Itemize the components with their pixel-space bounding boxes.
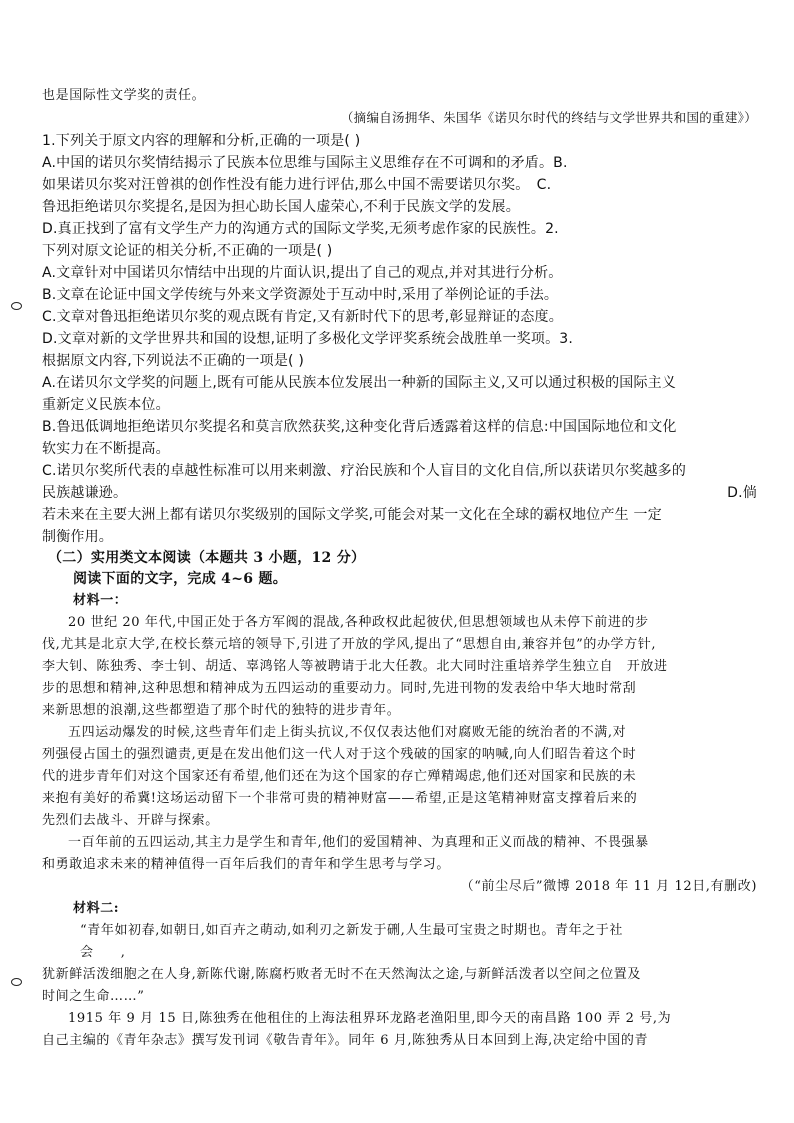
material-1-paragraph: 20 世纪 20 年代,中国正处于各方军阀的混战,各种政权此起彼伏,但思想领域也从未停下前进的步 — [68, 615, 649, 630]
question-3-option: 重新定义民族本位。 — [42, 397, 170, 413]
material-1-paragraph: 先烈们去战斗、开辟与探索。 — [42, 813, 219, 828]
material-1-paragraph: 伐,尤其是北京大学,在校长蔡元培的领导下,引进了开放的学风,提出了“思想自由,兼容并包”的办学方针, — [42, 637, 657, 652]
question-1-stem: 1.下列关于原文内容的理解和分析,正确的一项是( ) — [42, 133, 361, 149]
question-1-option: A.中国的诺贝尔奖情结揭示了民族本位思维与国际主义思维存在不可调和的矛盾。B. — [42, 155, 568, 171]
material-1-paragraph: 来新思想的浪潮,这些都塑造了那个时代的独特的进步青年。 — [42, 703, 401, 718]
question-3-option: 软实力在不断提高。 — [42, 441, 170, 457]
material-2-paragraph: 犹新鲜活泼细胞之在人身,新陈代谢,陈腐朽败者无时不在天然淘汰之途,与新鲜活泼者以空间之位置及 — [42, 967, 641, 982]
material-1-paragraph: 列强侵占国土的强烈谴责,更是在发出他们这一代人对于这个残破的国家的呐喊,向人们昭告着这个时 — [42, 747, 637, 762]
question-3-option: 民族越谦逊。 — [42, 485, 128, 501]
material-2-paragraph: “青年如初春,如朝日,如百卉之萌动,如利刃之新发于硎,人生最可宝贵之时期也。青年之于社 — [80, 923, 623, 938]
question-2-stem: 下列对原文论证的相关分析,不正确的一项是( ) — [42, 243, 333, 259]
material-1-label: 材料一： — [73, 593, 128, 608]
material-2-paragraph: 自己主编的《青年杂志》撰写发刊词《敬告青年》。同年 6 月,陈独秀从日本回到上海,决定给中国的青 — [42, 1033, 649, 1048]
question-2-option: D.文章对新的文学世界共和国的设想,证明了多极化文学评奖系统会战胜单一奖项。3. — [42, 331, 574, 347]
material-1-paragraph: 五四运动爆发的时候,这些青年们走上街头抗议,不仅仅表达他们对腐败无能的统治者的不满,对 — [68, 725, 627, 740]
question-3-option: B.鲁迅低调地拒绝诺贝尔奖提名和莫言欣然获奖,这种变化背后透露着这样的信息:中国国际地位和文化 — [42, 419, 677, 435]
question-3-option: 若未来在主要大洲上都有诺贝尔奖级别的国际文学奖,可能会对某一文化在全球的霸权地位产生 一定 — [42, 507, 662, 523]
material-2-paragraph: 时间之生命……” — [42, 989, 145, 1004]
question-3-option: C.诺贝尔奖所代表的卓越性标准可以用来刺激、疗治民族和个人盲目的文化自信,所以获诺贝尔奖越多的 — [42, 463, 687, 479]
material-1-paragraph: 代的进步青年们对这个国家还有希望,他们还在为这个国家的存亡殚精竭虑,他们还对国家和民族的未 — [42, 769, 637, 784]
material-1-paragraph: 和勇敢追求未来的精神值得一百年后我们的青年和学生思考与学习。 — [42, 857, 451, 872]
question-3-option: D.倘 — [727, 485, 757, 501]
section-heading: （二）实用类文本阅读（本题共 3 小题，12 分） — [48, 550, 366, 566]
question-2-option: C.文章对鲁迅拒绝诺贝尔奖的观点既有肯定,又有新时代下的思考,彰显辩证的态度。 — [42, 309, 563, 325]
material-1-paragraph: 一百年前的五四运动,其主力是学生和青年,他们的爱国精神、为真理和正义而战的精神、不畏强暴 — [68, 835, 649, 850]
binding-hole-icon — [11, 978, 22, 986]
source-text-line: 也是国际性文学奖的责任。 — [42, 88, 206, 103]
question-3-option: A.在诺贝尔文学奖的问题上,既有可能从民族本位发展出一种新的国际主义,又可以通过积极的国际主义 — [42, 375, 677, 391]
section-instruction: 阅读下面的文字，完成 4~6 题。 — [73, 571, 288, 587]
binding-hole-icon — [11, 302, 22, 310]
question-2-option: B.文章在论证中国文学传统与外来文学资源处于互动中时,采用了举例论证的手法。 — [42, 287, 559, 303]
question-1-option: 鲁迅拒绝诺贝尔奖提名,是因为担心助长国人虚荣心,不利于民族文学的发展。 — [42, 199, 520, 215]
question-3-option: 制衡作用。 — [42, 529, 113, 545]
question-2-option: A.文章针对中国诺贝尔情结中出现的片面认识,提出了自己的观点,并对其进行分析。 — [42, 265, 563, 281]
material-1-paragraph: 李大钊、陈独秀、李士钊、胡适、辜鸿铭人等被聘请于北大任教。北大同时注重培养学生独立自 开放进 — [42, 659, 668, 674]
question-1-option: 如果诺贝尔奖对汪曾祺的创作性没有能力进行评估,那么中国不需要诺贝尔奖。 C. — [42, 177, 552, 193]
material-2-paragraph: 会 , — [80, 945, 126, 960]
material-1-citation: （“前尘尽后”微博 2018 年 11 月 12日,有删改) — [460, 879, 757, 894]
question-3-stem: 根据原文内容,下列说法不正确的一项是( ) — [42, 353, 305, 369]
material-1-paragraph: 来抱有美好的希冀!这场运动留下一个非常可贵的精神财富——希望,正是这笔精神财富支撑着后来的 — [42, 791, 638, 806]
material-2-label: 材料二: — [73, 901, 120, 916]
question-1-option: D.真正找到了富有文学生产力的沟通方式的国际文学奖,无须考虑作家的民族性。2. — [42, 221, 559, 237]
material-2-paragraph: 1915 年 9 月 15 日,陈独秀在他租住的上海法租界环龙路老渔阳里,即今天的南昌路 100 弄 2 号,为 — [68, 1011, 672, 1026]
material-1-paragraph: 步的思想和精神,这种思想和精神成为五四运动的重要动力。同时,先进刊物的发表给中华大地时常刮 — [42, 681, 637, 696]
source-citation: （摘编自汤拥华、朱国华《诺贝尔时代的终结与文学世界共和国的重建》） — [340, 110, 757, 125]
